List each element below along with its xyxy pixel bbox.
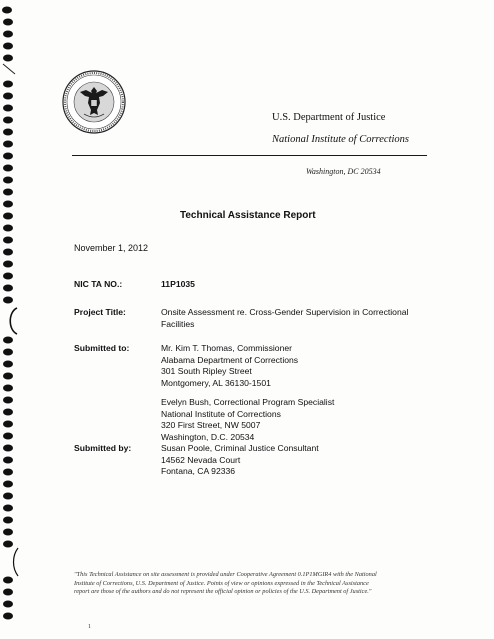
project-title-label: Project Title: bbox=[74, 307, 126, 317]
agency-name: U.S. Department of Justice bbox=[272, 112, 386, 123]
ta-number-label: NIC TA NO.: bbox=[74, 279, 123, 289]
submitted-by-label: Submitted by: bbox=[74, 443, 132, 453]
recipient-line: 320 First Street, NW 5007 bbox=[161, 420, 261, 430]
project-title-line: Onsite Assessment re. Cross-Gender Supervision in Correctional bbox=[161, 307, 409, 317]
project-title-line: Facilities bbox=[161, 318, 195, 329]
letterhead-divider bbox=[72, 155, 427, 156]
page-number: 1 bbox=[88, 624, 91, 630]
author-line: 14562 Nevada Court bbox=[161, 454, 241, 465]
recipient-line: Mr. Kim T. Thomas, Commissioner bbox=[161, 343, 293, 353]
ta-number-value: 11P1035 bbox=[161, 279, 195, 289]
recipient-line: Alabama Department of Corrections bbox=[161, 354, 299, 365]
binder-holes bbox=[0, 0, 22, 639]
letterhead-location: Washington, DC 20534 bbox=[306, 167, 381, 176]
disclaimer-line: report are those of the authors and do not represent the official opinion or policies of the U.S. Department of Justice." bbox=[74, 588, 372, 596]
author-line: Susan Poole, Criminal Justice Consultant bbox=[161, 443, 319, 453]
disclaimer-line: "This Technical Assistance on site assessment is provided under Cooperative Agreement 0.1P1MGIR4 with the National bbox=[74, 571, 377, 578]
institute-name: National Institute of Corrections bbox=[272, 134, 409, 145]
project-title-value bbox=[161, 307, 431, 330]
doj-seal-icon bbox=[62, 70, 126, 134]
submitted-to-label: Submitted to: bbox=[74, 343, 130, 353]
report-title: Technical Assistance Report bbox=[180, 210, 316, 221]
submitted-to-value bbox=[161, 343, 334, 443]
author-line: Fontana, CA 92336 bbox=[161, 466, 236, 476]
disclaimer bbox=[74, 571, 434, 597]
submitted-by-value bbox=[161, 443, 319, 478]
recipient-line: Evelyn Bush, Correctional Program Specialist bbox=[161, 397, 335, 407]
report-date: November 1, 2012 bbox=[74, 243, 149, 253]
disclaimer-line: Institute of Corrections, U.S. Department of Justice. Points of view or opinions expressed in the Technical Assistance bbox=[74, 579, 369, 587]
recipient-line: Washington, D.C. 20534 bbox=[161, 431, 255, 442]
recipient-spacer bbox=[161, 389, 334, 397]
recipient-line: Montgomery, AL 36130-1501 bbox=[161, 377, 271, 388]
recipient-line: National Institute of Corrections bbox=[161, 408, 281, 419]
recipient-line: 301 South Ripley Street bbox=[161, 366, 252, 376]
